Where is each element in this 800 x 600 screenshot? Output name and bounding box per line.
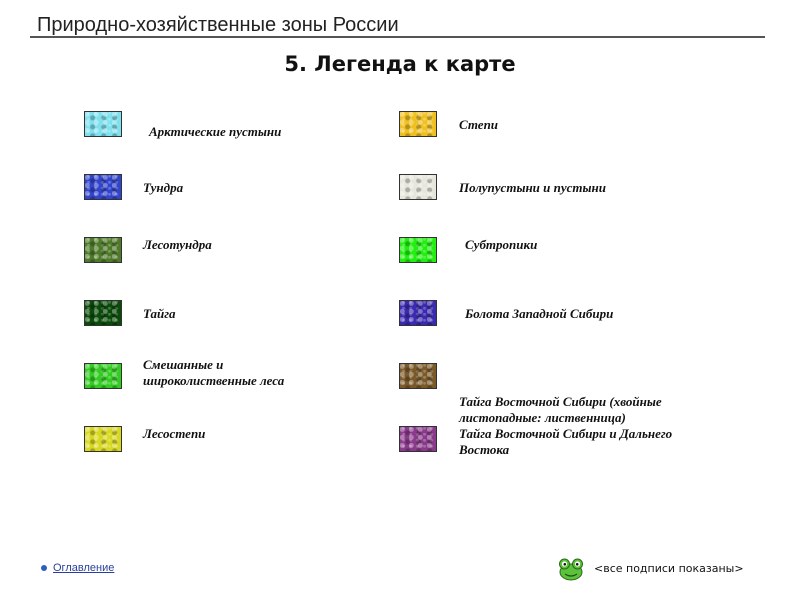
legend-label-steppes: Степи — [459, 117, 499, 132]
legend-label-subtropics: Субтропики — [465, 237, 538, 252]
legend-label-west-siberian-swamps: Болота Западной Сибири — [465, 306, 614, 321]
legend-label-forest-tundra: Лесотундра — [143, 237, 212, 252]
swatch-semideserts — [399, 174, 437, 200]
bullet-icon — [41, 565, 47, 571]
swatch-tundra — [84, 174, 122, 200]
legend-label-mixed-forests: Смешанные и широколиственные леса — [143, 357, 285, 388]
swatch-arctic-deserts — [84, 111, 122, 137]
slide-title: 5. Легенда к карте — [284, 52, 516, 76]
legend-label-semideserts: Полупустыни и пустыни — [459, 180, 606, 195]
legend-label-forest-steppe: Лесостепи — [143, 426, 206, 441]
swatch-west-siberian-swamps — [399, 300, 437, 326]
legend-label-tundra: Тундра — [143, 180, 184, 195]
legend-label-east-siberian-far-east-taiga: Тайга Восточной Сибири и Дальнего Востока — [459, 426, 673, 457]
header-divider — [30, 36, 765, 38]
legend-label-taiga: Тайга — [143, 306, 176, 321]
frog-icon[interactable] — [557, 557, 585, 581]
swatch-subtropics — [399, 237, 437, 263]
legend-label-east-siberian-larch-taiga: Тайга Восточной Сибири (хвойные листопадные: лиственница) — [459, 394, 662, 425]
swatch-east-siberian-larch-taiga — [399, 363, 437, 389]
legend-label-arctic-deserts: Арктические пустыни — [149, 124, 282, 139]
swatch-forest-tundra — [84, 237, 122, 263]
header-title: Природно-хозяйственные зоны России — [37, 14, 399, 36]
swatch-steppes — [399, 111, 437, 137]
swatch-forest-steppe — [84, 426, 122, 452]
toc-link[interactable]: Оглавление — [53, 562, 115, 574]
swatch-east-siberian-far-east-taiga — [399, 426, 437, 452]
swatch-taiga — [84, 300, 122, 326]
captions-status[interactable]: <все подписи показаны> — [594, 562, 744, 575]
swatch-mixed-forests — [84, 363, 122, 389]
